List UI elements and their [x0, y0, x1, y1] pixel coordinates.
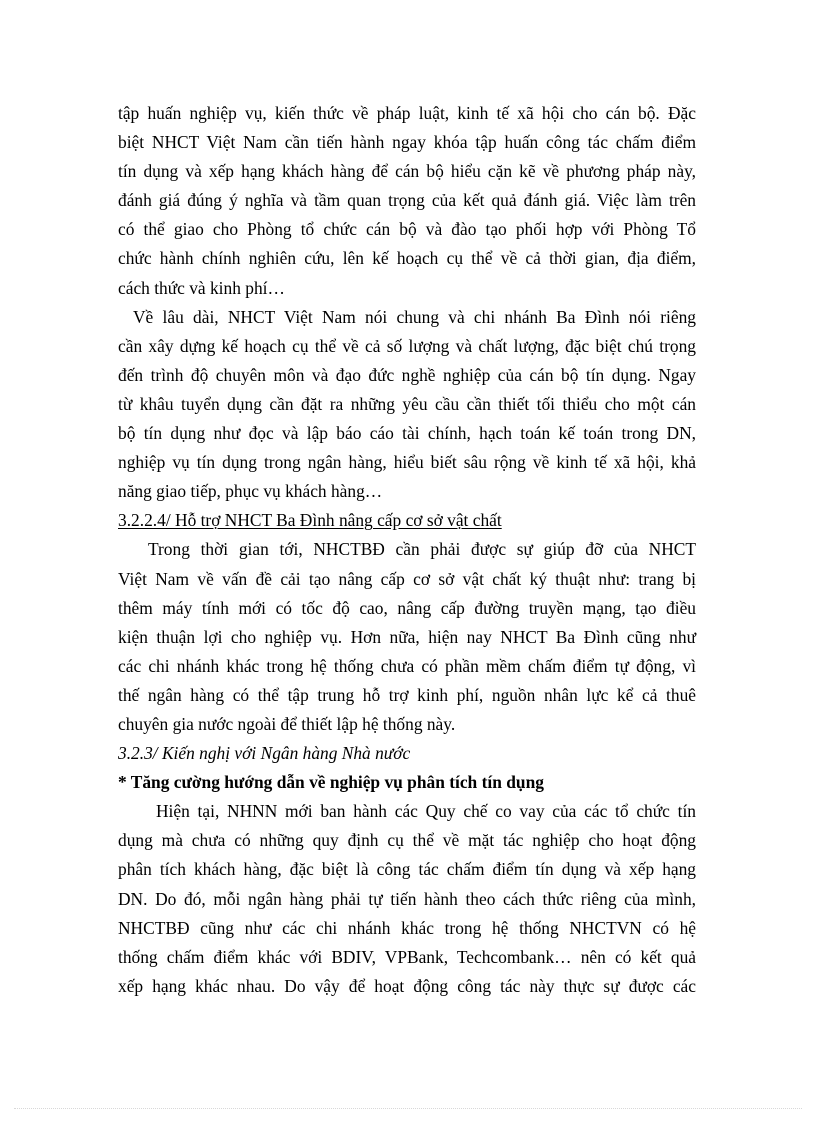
- text-line: nghiệp vụ tín dụng trong ngân hàng, hiểu biết sâu rộng về kinh tế xã hội, khả: [118, 452, 696, 473]
- text-line: Trong thời gian tới, NHCTBĐ cần phải được sự giúp đỡ của NHCT: [148, 539, 696, 560]
- text-line: các chi nhánh khác trong hệ thống chưa có phần mềm chấm điểm tự động, vì: [118, 655, 696, 676]
- text-line: cách thức và kinh phí…: [118, 277, 285, 298]
- text-line: dụng mà chưa có những quy định cụ thể về mặt tác nghiệp cho hoạt động: [118, 830, 696, 851]
- section-heading-3-2-3: 3.2.3/ Kiến nghị với Ngân hàng Nhà nước: [118, 743, 411, 764]
- text-line: đến trình độ chuyên môn và đạo đức nghề nghiệp của cán bộ tín dụng. Ngay: [118, 364, 696, 385]
- text-line: biệt NHCT Việt Nam cần tiến hành ngay khóa tập huấn công tác chấm điểm: [118, 132, 696, 153]
- text-line: thế ngân hàng có thể tập trung hỗ trợ kinh phí, nguồn nhân lực kể cả thuê: [118, 684, 696, 705]
- paragraph-long-term: [118, 303, 696, 507]
- subsection-heading: * Tăng cường hướng dẫn về nghiệp vụ phân tích tín dụng: [118, 772, 544, 793]
- text-line: chuyên gia nước ngoài để thiết lập hệ thống này.: [118, 713, 456, 734]
- text-line: tập huấn nghiệp vụ, kiến thức về pháp luật, kinh tế xã hội cho cán bộ. Đặc: [118, 103, 696, 123]
- text-line: Hiện tại, NHNN mới ban hành các Quy chế co vay của các tổ chức tín: [156, 801, 696, 822]
- text-line: phân tích khách hàng, đặc biệt là công tác chấm điểm tín dụng và xếp hạng: [118, 859, 696, 880]
- text-line: tín dụng và xếp hạng khách hàng để cán bộ hiểu cặn kẽ về phương pháp này,: [118, 161, 696, 182]
- paragraph-state-bank: [118, 797, 696, 1001]
- text-line: đánh giá đúng ý nghĩa và tầm quan trọng của kết quả đánh giá. Việc làm trên: [118, 190, 696, 211]
- text-line: NHCTBĐ cũng như các chi nhánh khác trong hệ thống NHCTVN có hệ: [118, 917, 696, 938]
- text-line: kiện thuận lợi cho nghiệp vụ. Hơn nữa, hiện nay NHCT Ba Đình cũng như: [118, 626, 696, 647]
- page-edge-divider: [14, 1108, 802, 1109]
- paragraph-training: [118, 99, 696, 303]
- text-line: có thể giao cho Phòng tổ chức cán bộ và đào tạo phối hợp với Phòng Tổ: [118, 219, 696, 240]
- text-line: bộ tín dụng như đọc và lập báo cáo tài chính, hạch toán kế toán trong DN,: [118, 423, 696, 444]
- text-line: thêm máy tính mới có tốc độ cao, nâng cấp đường truyền mạng, tạo điều: [118, 597, 696, 618]
- text-line: năng giao tiếp, phục vụ khách hàng…: [118, 481, 383, 502]
- text-line: chức hành chính nghiên cứu, lên kế hoạch cụ thể về cả thời gian, địa điểm,: [118, 248, 696, 269]
- text-line: Về lâu dài, NHCT Việt Nam nói chung và chi nhánh Ba Đình nói riêng: [133, 306, 696, 327]
- text-line: từ khâu tuyển dụng cần đặt ra những yêu cầu cần thiết tối thiểu cho một cán: [118, 393, 696, 414]
- section-heading-3-2-2-4: 3.2.2.4/ Hỗ trợ NHCT Ba Đình nâng cấp cơ sở vật chất: [118, 510, 502, 531]
- text-line: thống chấm điểm khác với BDIV, VPBank, Techcombank… nên có kết quả: [118, 946, 696, 967]
- text-line: xếp hạng khác nhau. Do vậy để hoạt động công tác này thực sự được các: [118, 975, 696, 996]
- text-line: Việt Nam về vấn đề cải tạo nâng cấp cơ sở vật chất ký thuật như: trang bị: [118, 568, 696, 589]
- text-line: cần xây dựng kế hoạch cụ thể về cả số lượng và chất lượng, đặc biệt chú trọng: [118, 335, 696, 356]
- document-body: [118, 99, 696, 1001]
- paragraph-infrastructure: [118, 535, 696, 739]
- text-line: DN. Do đó, mỗi ngân hàng phải tự tiến hành theo cách thức riêng của mình,: [118, 888, 696, 909]
